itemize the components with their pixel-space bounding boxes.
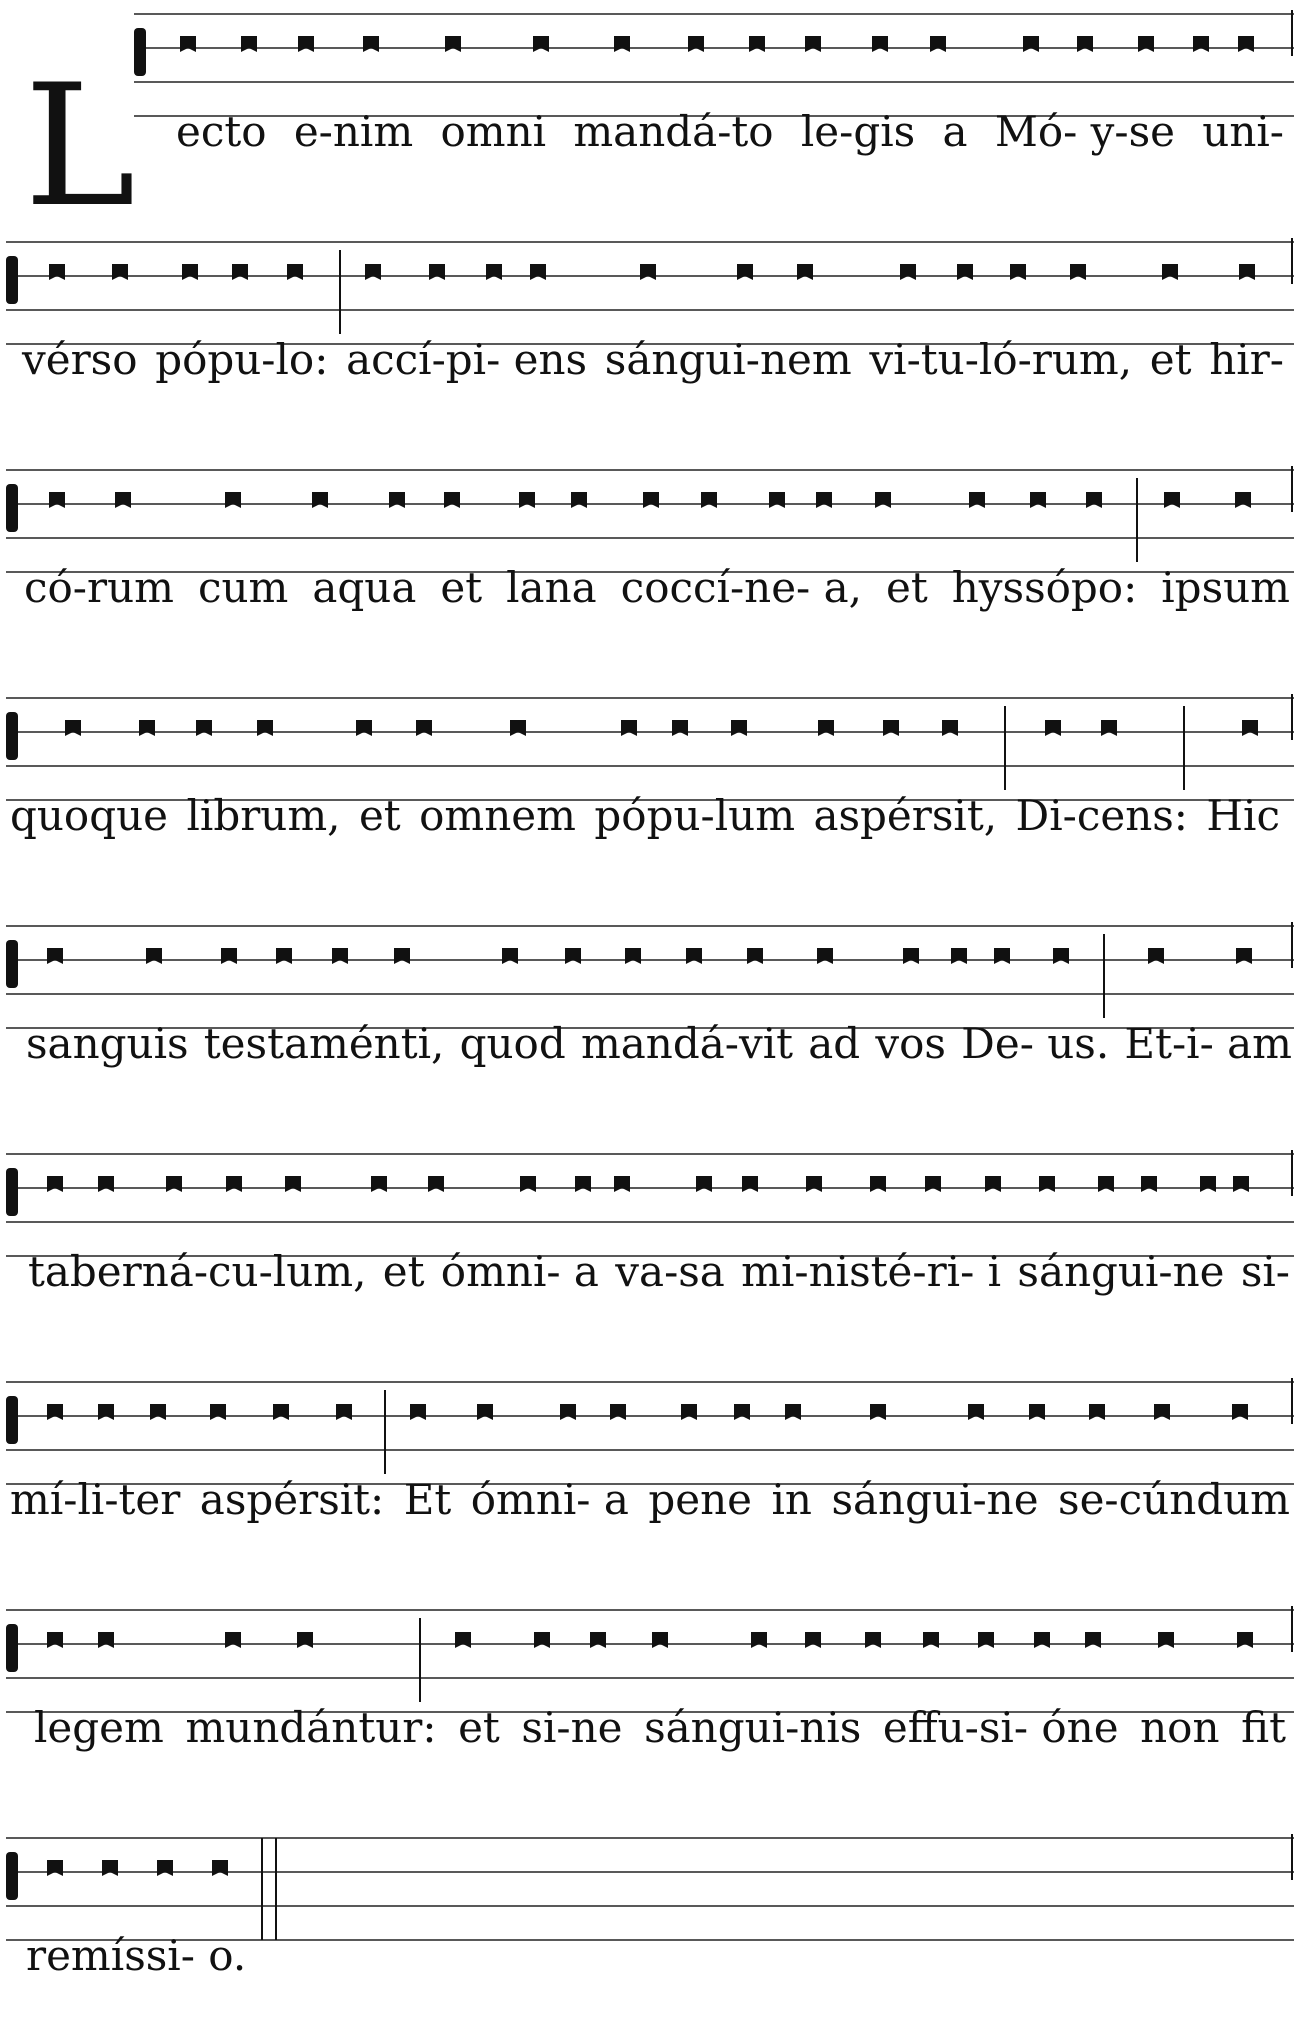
lyric-word: omnem (419, 791, 576, 840)
lyric-word: mundántur: (185, 1703, 437, 1752)
lyric-word: quod (459, 1019, 566, 1068)
lyric-word: si- (1240, 1247, 1290, 1296)
lyric-line (0, 1014, 1296, 1074)
lyric-word: sanguis (26, 1019, 189, 1068)
lyric-word: accí-pi- ens (346, 335, 588, 384)
lyric-word: ad (808, 1019, 861, 1068)
lyric-word: et (1149, 335, 1192, 384)
lyric-word: sángui-ne (831, 1475, 1039, 1524)
lyric-word: quoque (10, 791, 169, 840)
lyric-word: sángui-nem (604, 335, 852, 384)
lyric-line (0, 558, 1296, 618)
lyric-word: mi-nisté-ri- i (741, 1247, 1002, 1296)
lyric-word: va-sa (615, 1247, 725, 1296)
lyric-word: legem (34, 1703, 164, 1752)
lyric-word: et (358, 791, 401, 840)
lyric-word: omni (440, 107, 547, 156)
lyric-line (0, 1926, 1296, 1986)
lyric-word: aspérsit, (813, 791, 998, 840)
lyric-word: fit (1241, 1703, 1286, 1752)
lyric-word: có-rum (24, 563, 174, 612)
lyric-word: se-cúndum (1058, 1475, 1290, 1524)
lyric-word: sángui-ne (1017, 1247, 1225, 1296)
lyric-word: ómni- a (440, 1247, 599, 1296)
lyric-word: et (382, 1247, 425, 1296)
lyric-word: hyssópo: (951, 563, 1138, 612)
lyric-word: Mó- y-se (994, 107, 1175, 156)
lyric-word: a (942, 107, 968, 156)
lyric-word: remíssi- o. (26, 1931, 247, 1980)
lyric-word: coccí-ne- a, (620, 563, 862, 612)
lyric-line (0, 1470, 1296, 1530)
lyric-word: mandá-vit (580, 1019, 794, 1068)
lyric-word: cum (197, 563, 289, 612)
initial-letter: L (24, 48, 136, 244)
lyric-word: et (886, 563, 928, 612)
lyric-word: et (458, 1703, 500, 1752)
lyric-word: aqua (312, 563, 417, 612)
lyric-word: pópu-lo: (155, 335, 329, 384)
lyric-line (0, 102, 1296, 162)
lyric-word: sángui-nis (644, 1703, 862, 1752)
lyric-word: testaménti, (203, 1019, 445, 1068)
lyric-word: Et-i- am (1124, 1019, 1292, 1068)
lyric-word: ecto (176, 107, 267, 156)
lyric-word: ómni- a (470, 1475, 629, 1524)
lyric-line (0, 1698, 1296, 1758)
lyric-line (0, 1242, 1296, 1302)
lyric-word: taberná-cu-lum, (28, 1247, 367, 1296)
lyric-word: Hic (1206, 791, 1280, 840)
lyric-word: uni- (1202, 107, 1284, 156)
lyric-word: De- us. (961, 1019, 1110, 1068)
lyric-line (0, 786, 1296, 846)
lyric-word: Di-cens: (1015, 791, 1188, 840)
lyric-word: vos (875, 1019, 946, 1068)
lyric-word: librum, (186, 791, 341, 840)
lyric-word: effu-si- óne (882, 1703, 1119, 1752)
lyric-word: aspérsit: (199, 1475, 385, 1524)
lyric-word: et (440, 563, 483, 612)
lyric-word: hir- (1209, 335, 1284, 384)
lyric-word: vérso (22, 335, 138, 384)
lyric-word: pene (648, 1475, 753, 1524)
lyric-word: le-gis (800, 107, 916, 156)
lyric-word: mandá-to (573, 107, 774, 156)
lyric-word: e-nim (293, 107, 414, 156)
lyric-word: ipsum (1161, 563, 1290, 612)
lyric-word: mí-li-ter (10, 1475, 181, 1524)
lyric-line (0, 330, 1296, 390)
lyric-word: si-ne (521, 1703, 623, 1752)
lyric-word: Et (403, 1475, 452, 1524)
lyric-word: in (771, 1475, 812, 1524)
lyric-word: vi-tu-ló-rum, (869, 335, 1133, 384)
lyric-word: non (1140, 1703, 1220, 1752)
lyric-word: pópu-lum (594, 791, 796, 840)
lyric-word: lana (506, 563, 597, 612)
